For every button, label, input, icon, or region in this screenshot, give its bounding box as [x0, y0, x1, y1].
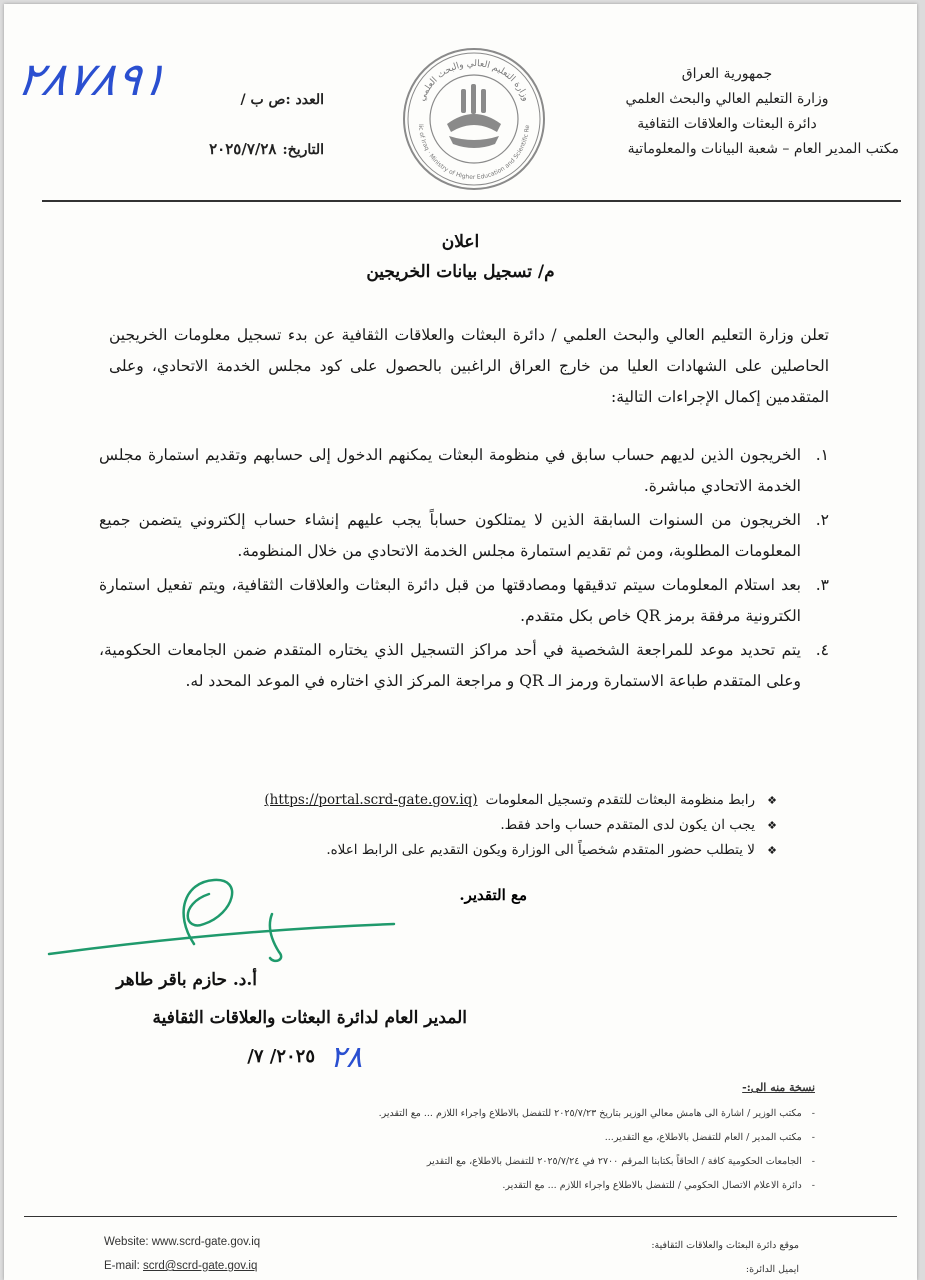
letterhead-line-republic: جمهورية العراق: [681, 66, 773, 82]
footer-divider: [24, 1216, 897, 1217]
diamond-bullet-icon: ❖: [767, 844, 777, 857]
diamond-bullet-icon: ❖: [767, 819, 777, 832]
copy-text: الجامعات الحكومية كافة / الحاقاً بكتابنا المرقم ٢٧٠٠ في ٢٠٢٥/٧/٢٤ للتفضل بالاطلاع، مع التقدير: [426, 1156, 802, 1167]
letterhead-line-ministry: وزارة التعليم العالي والبحث العلمي: [625, 91, 829, 107]
note-portal-link: [217, 788, 777, 813]
note-text: لا يتطلب حضور المتقدم شخصياً الى الوزارة ويكون التقديم على الرابط اعلاه.: [326, 842, 755, 858]
reference-date-value: ٢٠٢٥/٧/٢٨: [209, 140, 277, 158]
note-text: يجب ان يكون لدى المتقدم حساب واحد فقط.: [500, 817, 755, 833]
handwritten-signature-icon: [4, 874, 424, 964]
email-link[interactable]: scrd@scrd-gate.gov.iq: [142, 1260, 258, 1272]
procedure-list: [99, 440, 829, 700]
closing-regards: مع التقدير.: [459, 886, 527, 904]
footer-ar-email-label: ايميل الدائرة:: [745, 1264, 799, 1275]
portal-link[interactable]: (https://portal.scrd-gate.gov.iq): [264, 792, 478, 808]
svg-text:Republic of Iraq · Ministry of: lic of Iraq · Ministry of Higher Education and Scientific Re: [416, 123, 532, 181]
ministry-seal-icon: [399, 44, 549, 194]
signatory-position: المدير العام لدائرة البعثات والعلاقات الثقافية: [152, 1008, 467, 1028]
copy-text: دائرة الاعلام الاتصال الحكومي / للتفضل بالاطلاع واجراء اللازم ... مع التقدير.: [502, 1180, 802, 1191]
step-text: الخريجون الذين لديهم حساب سابق في منظومة البعثات يمكنهم الدخول إلى حسابهم وتقديم استمارة مجلس الخدمة الاتحادي مباشرة.: [99, 446, 801, 495]
copies-to: [235, 1076, 815, 1198]
procedure-step: [99, 570, 829, 631]
procedure-step: [99, 440, 829, 501]
step-text: بعد استلام المعلومات سيتم تدقيقها ومصادقتها من قبل دائرة البعثات والعلاقات الثقافية، ويتم تفعيل استمارة الكترونية مرفقة برمز QR خاص بكل متقدم.: [99, 576, 801, 625]
letterhead-line-directorate: دائرة البعثات والعلاقات الثقافية: [637, 116, 817, 132]
footer-website: [104, 1236, 260, 1248]
reference-number-label: العدد :ص ب /: [240, 92, 324, 108]
step-text: يتم تحديد موعد للمراجعة الشخصية في أحد مراكز التسجيل الذي يختاره المتقدم ضمن الجامعات الحكومية، وعلى المتقدم طباعة الاستمارة ورمز الـ QR و مراجعة المركز الذي اختاره في الموعد المحدد له.: [99, 641, 801, 690]
copy-recipient: - مكتب المدير / العام للتفضل بالاطلاع، مع التقدير...: [235, 1126, 815, 1150]
website-link[interactable]: www.scrd-gate.gov.iq: [151, 1236, 261, 1248]
svg-text:وزارة التعليم العالي والبحث ال: وزارة التعليم العالي والبحث العلمي: [417, 58, 531, 103]
handwritten-reference-number: ٢٨٧٨٩١: [13, 52, 172, 106]
copy-recipient: - دائرة الاعلام الاتصال الحكومي / للتفضل بالاطلاع واجراء اللازم ... مع التقدير.: [235, 1174, 815, 1198]
footer-email: [104, 1260, 257, 1272]
copy-recipient: - الجامعات الحكومية كافة / الحاقاً بكتابنا المرقم ٢٧٠٠ في ٢٠٢٥/٧/٢٤ للتفضل بالاطلاع، مع التقدير: [235, 1150, 815, 1174]
step-number: ٢.: [815, 511, 829, 529]
email-label: E-mail:: [104, 1260, 140, 1272]
step-number: ١.: [815, 446, 829, 464]
copy-text: مكتب الوزير / اشارة الى هامش معالي الوزير بتاريخ ٢٠٢٥/٧/٢٣ للتفضل بالاطلاع واجراء اللازم ... مع التقدير.: [378, 1108, 802, 1119]
reference-block: [124, 92, 324, 190]
announcement-title: اعلان: [441, 232, 480, 252]
signature-date: ٢٠٢٥/ ٧/: [247, 1046, 315, 1067]
step-number: ٣.: [815, 576, 829, 594]
announcement-intro: تعلن وزارة التعليم العالي والبحث العلمي / دائرة البعثات والعلاقات الثقافية عن بدء تسجيل معلومات الخريجين الحاصلين على الشهادات العليا من خارج العراق الراغبين بالحصول على كود مجلس الخدمة الاتحادي، وعلى المتقدمين إكمال الإجراءات التالية:: [109, 326, 829, 406]
reference-date-row: [124, 140, 324, 158]
website-label: Website:: [104, 1236, 149, 1248]
copy-text: مكتب المدير / العام للتفضل بالاطلاع، مع التقدير...: [604, 1132, 802, 1143]
diamond-bullet-icon: ❖: [767, 794, 777, 807]
footer-ar-website-label: موقع دائرة البعثات والعلاقات الثقافية:: [651, 1240, 799, 1251]
signatory-name: أ.د. حازم باقر طاهر: [116, 970, 257, 990]
copy-recipient: - مكتب الوزير / اشارة الى هامش معالي الوزير بتاريخ ٢٠٢٥/٧/٢٣ للتفضل بالاطلاع واجراء اللازم ... مع التقدير.: [235, 1102, 815, 1126]
header-divider: [42, 200, 901, 202]
reference-date-label: التاريخ:: [282, 142, 324, 158]
letterhead: [577, 62, 899, 162]
note-no-attendance: [217, 838, 777, 863]
announcement-subject: م/ تسجيل بيانات الخريجين: [366, 262, 555, 282]
handwritten-day: ٢٨: [330, 1040, 363, 1075]
document-page: [4, 4, 917, 1280]
procedure-step: [99, 635, 829, 696]
step-text: الخريجون من السنوات السابقة الذين لا يمتلكون حساباً يجب عليهم إنشاء حساب إلكتروني يتضمن جميع المعلومات المطلوبة، ومن ثم تقديم استمارة مجلس الخدمة الاتحادي من خلال المنظومة.: [99, 511, 801, 560]
notes-list: [217, 788, 777, 863]
note-one-account: [217, 813, 777, 838]
step-number: ٤.: [815, 641, 829, 659]
letterhead-line-office: مكتب المدير العام – شعبة البيانات والمعلوماتية: [627, 141, 899, 157]
portal-link-label: رابط منظومة البعثات للتقدم وتسجيل المعلومات: [485, 792, 755, 808]
copies-heading: نسخة منه الى:-: [742, 1081, 815, 1094]
procedure-step: [99, 505, 829, 566]
